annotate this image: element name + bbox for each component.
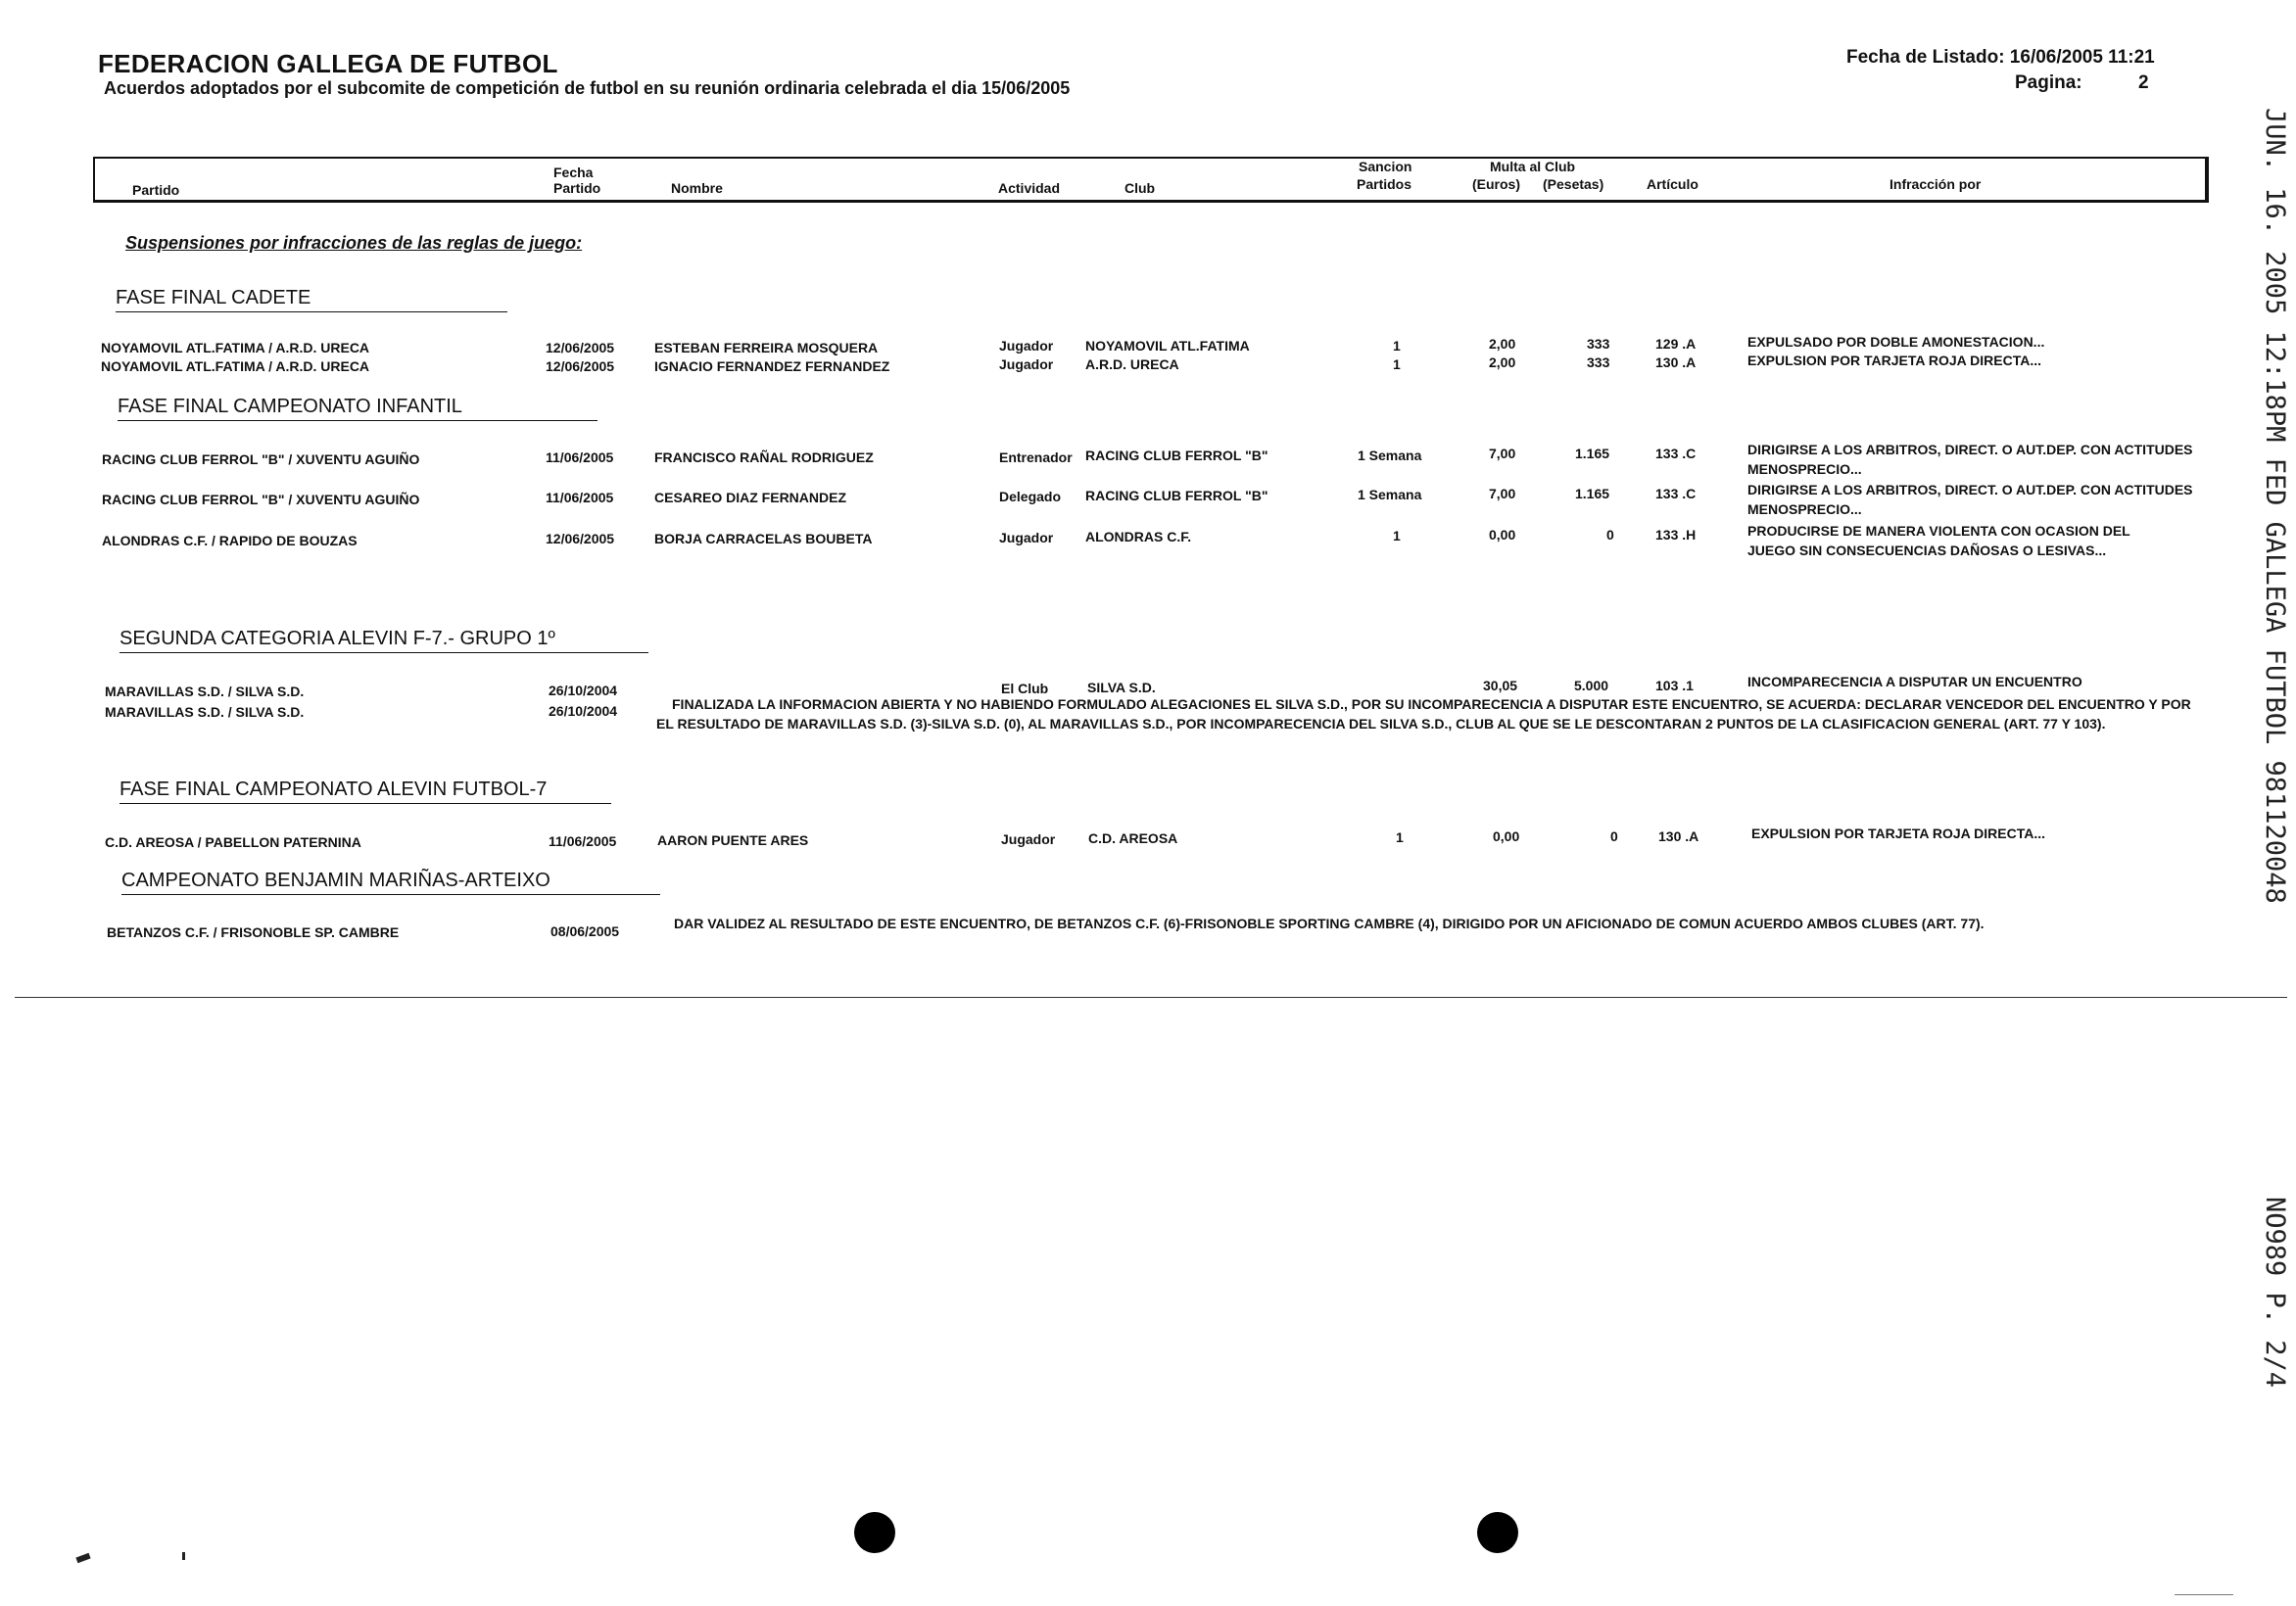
cell-club: ALONDRAS C.F. bbox=[1085, 529, 1192, 544]
cell-nombre: BORJA CARRACELAS BOUBETA bbox=[654, 531, 873, 546]
cell-euros: 7,00 bbox=[1489, 446, 1516, 461]
cell-infraccion: DIRIGIRSE A LOS ARBITROS, DIRECT. O AUT.DEP. CON ACTITUDES MENOSPRECIO... bbox=[1747, 482, 2193, 517]
cell-pesetas: 1.165 bbox=[1575, 446, 1610, 461]
resolution-note: DAR VALIDEZ AL RESULTADO DE ESTE ENCUENTRO, DE BETANZOS C.F. (6)-FRISONOBLE SPORTING CAMBRE (4), DIRIGIDO POR UN AFICIONADO DE COMUN ACUERDO AMBOS CLUBES (ART. 77). bbox=[674, 916, 1985, 931]
cell-nombre: CESAREO DIAZ FERNANDEZ bbox=[654, 490, 847, 505]
col-articulo: Artículo bbox=[1647, 176, 1698, 192]
list-date: Fecha de Listado: 16/06/2005 11:21 bbox=[1846, 47, 2155, 68]
cell-sancion: 1 bbox=[1396, 829, 1404, 845]
cell-partido: NOYAMOVIL ATL.FATIMA / A.R.D. URECA bbox=[101, 340, 370, 355]
group-title: CAMPEONATO BENJAMIN MARIÑAS-ARTEIXO bbox=[121, 870, 660, 895]
page-label: Pagina: bbox=[2015, 72, 2082, 93]
group-title: FASE FINAL CADETE bbox=[116, 287, 507, 312]
cell-pesetas: 333 bbox=[1587, 336, 1610, 352]
cell-sancion: 1 bbox=[1393, 528, 1401, 543]
cell-euros: 30,05 bbox=[1483, 678, 1518, 693]
cell-club: SILVA S.D. bbox=[1087, 680, 1156, 695]
col-actividad: Actividad bbox=[998, 180, 1061, 196]
cell-articulo: 129 .A bbox=[1655, 336, 1697, 352]
col-infraccion: Infracción por bbox=[1889, 176, 1982, 192]
cell-partido: NOYAMOVIL ATL.FATIMA / A.R.D. URECA bbox=[101, 358, 370, 374]
cell-fecha: 11/06/2005 bbox=[546, 490, 614, 505]
cell-infraccion: EXPULSADO POR DOBLE AMONESTACION... bbox=[1747, 334, 2045, 350]
cell-club: C.D. AREOSA bbox=[1088, 830, 1178, 846]
cell-actividad: Jugador bbox=[1001, 831, 1056, 847]
cell-actividad: Delegado bbox=[999, 489, 1062, 504]
cell-fecha: 08/06/2005 bbox=[550, 923, 620, 939]
col-sancion-1: Sancion bbox=[1359, 159, 1412, 174]
cell-partido: BETANZOS C.F. / FRISONOBLE SP. CAMBRE bbox=[107, 924, 400, 940]
cell-articulo: 130 .A bbox=[1658, 828, 1699, 844]
col-fecha-1: Fecha bbox=[553, 165, 594, 180]
cell-actividad: Jugador bbox=[999, 530, 1054, 545]
cell-actividad: El Club bbox=[1001, 681, 1049, 696]
cell-club: A.R.D. URECA bbox=[1085, 356, 1179, 372]
document-title: FEDERACION GALLEGA DE FUTBOL bbox=[98, 49, 558, 78]
cell-sancion: 1 bbox=[1393, 338, 1401, 354]
col-sancion-2: Partidos bbox=[1357, 176, 1412, 192]
cell-sancion: 1 Semana bbox=[1358, 487, 1422, 502]
fax-header-line: JUN. 16. 2005 12:18PM FED GALLEGA FUTBOL 981120048 bbox=[2260, 108, 2290, 904]
cell-fecha: 12/06/2005 bbox=[546, 531, 615, 546]
cell-euros: 2,00 bbox=[1489, 336, 1516, 352]
cell-nombre: ESTEBAN FERREIRA MOSQUERA bbox=[654, 340, 879, 355]
cell-fecha: 26/10/2004 bbox=[549, 703, 618, 719]
scan-speck bbox=[182, 1552, 185, 1560]
cell-partido: MARAVILLAS S.D. / SILVA S.D. bbox=[105, 704, 305, 720]
section-title: Suspensiones por infracciones de las reglas de juego: bbox=[125, 233, 583, 253]
cell-articulo: 133 .C bbox=[1655, 446, 1697, 461]
cell-partido: C.D. AREOSA / PABELLON PATERNINA bbox=[105, 834, 361, 850]
cell-pesetas: 0 bbox=[1606, 527, 1614, 543]
punch-hole bbox=[1477, 1512, 1518, 1553]
cell-fecha: 12/06/2005 bbox=[546, 340, 615, 355]
group-title: SEGUNDA CATEGORIA ALEVIN F-7.- GRUPO 1º bbox=[120, 628, 648, 653]
cell-fecha: 11/06/2005 bbox=[549, 833, 617, 849]
cell-pesetas: 0 bbox=[1610, 828, 1618, 844]
punch-hole bbox=[854, 1512, 895, 1553]
cell-club: RACING CLUB FERROL "B" bbox=[1085, 448, 1268, 463]
cell-infraccion: INCOMPARECENCIA A DISPUTAR UN ENCUENTRO bbox=[1747, 674, 2082, 689]
cell-pesetas: 333 bbox=[1587, 354, 1610, 370]
cell-articulo: 103 .1 bbox=[1655, 678, 1694, 693]
cell-partido: MARAVILLAS S.D. / SILVA S.D. bbox=[105, 684, 305, 699]
cell-partido: ALONDRAS C.F. / RAPIDO DE BOUZAS bbox=[102, 533, 358, 548]
col-nombre: Nombre bbox=[671, 180, 723, 196]
divider-line bbox=[15, 997, 2287, 998]
cell-fecha: 12/06/2005 bbox=[546, 358, 615, 374]
col-partido: Partido bbox=[132, 182, 180, 198]
cell-partido: RACING CLUB FERROL "B" / XUVENTU AGUIÑO bbox=[102, 451, 420, 467]
cell-fecha: 26/10/2004 bbox=[549, 683, 618, 698]
col-club: Club bbox=[1124, 180, 1156, 196]
cell-nombre: AARON PUENTE ARES bbox=[657, 832, 809, 848]
cell-actividad: Entrenador bbox=[999, 449, 1073, 465]
cell-euros: 7,00 bbox=[1489, 486, 1516, 501]
cell-fecha: 11/06/2005 bbox=[546, 449, 614, 465]
scan-speck bbox=[75, 1553, 90, 1563]
cell-articulo: 133 .C bbox=[1655, 486, 1697, 501]
cell-pesetas: 5.000 bbox=[1574, 678, 1609, 693]
cell-infraccion: DIRIGIRSE A LOS ARBITROS, DIRECT. O AUT.DEP. CON ACTITUDES MENOSPRECIO... bbox=[1747, 442, 2193, 477]
cell-nombre: FRANCISCO RAÑAL RODRIGUEZ bbox=[654, 449, 874, 465]
group-title: FASE FINAL CAMPEONATO INFANTIL bbox=[118, 396, 598, 421]
cell-partido: RACING CLUB FERROL "B" / XUVENTU AGUIÑO bbox=[102, 492, 420, 507]
scan-speck bbox=[2175, 1594, 2233, 1595]
group-title: FASE FINAL CAMPEONATO ALEVIN FUTBOL-7 bbox=[120, 779, 611, 804]
cell-euros: 2,00 bbox=[1489, 354, 1516, 370]
col-fecha-2: Partido bbox=[553, 180, 601, 196]
cell-infraccion: PRODUCIRSE DE MANERA VIOLENTA CON OCASION DEL JUEGO SIN CONSECUENCIAS DAÑOSAS O LESIVAS... bbox=[1747, 523, 2130, 558]
cell-actividad: Jugador bbox=[999, 356, 1054, 372]
document-subtitle: Acuerdos adoptados por el subcomite de competición de futbol en su reunión ordinaria celebrada el dia 15/06/2005 bbox=[104, 78, 1071, 98]
cell-club: RACING CLUB FERROL "B" bbox=[1085, 488, 1268, 503]
cell-infraccion: EXPULSION POR TARJETA ROJA DIRECTA... bbox=[1747, 353, 2041, 368]
cell-euros: 0,00 bbox=[1489, 527, 1516, 543]
col-multa: Multa al Club bbox=[1490, 159, 1576, 174]
col-euros: (Euros) bbox=[1472, 176, 1520, 192]
cell-articulo: 133 .H bbox=[1655, 527, 1697, 543]
cell-club: NOYAMOVIL ATL.FATIMA bbox=[1085, 338, 1250, 354]
resolution-note: FINALIZADA LA INFORMACION ABIERTA Y NO HABIENDO FORMULADO ALEGACIONES EL SILVA S.D., POR SU INCOMPARECENCIA A DISPUTAR ESTE ENCUENTRO, SE ACUERDA: DECLARAR VENCEDOR DEL ENCUENTRO Y POR EL RESULTADO DE MARAVILLAS S.D. (3)-SILVA S.D. (0), AL MARAVILLAS S.D., POR INCOMPARECENCIA DEL SILVA S.D., CLUB AL QUE SE LE DESCONTARAN 2 PUNTOS DE LA CLASIFICACION GENERAL (ART. 77 Y 103). bbox=[656, 696, 2191, 732]
cell-sancion: 1 Semana bbox=[1358, 448, 1422, 463]
cell-infraccion: EXPULSION POR TARJETA ROJA DIRECTA... bbox=[1751, 826, 2045, 841]
cell-euros: 0,00 bbox=[1493, 828, 1520, 844]
cell-actividad: Jugador bbox=[999, 338, 1054, 354]
cell-articulo: 130 .A bbox=[1655, 354, 1697, 370]
col-pesetas: (Pesetas) bbox=[1543, 176, 1604, 192]
page-number: 2 bbox=[2138, 72, 2149, 93]
cell-pesetas: 1.165 bbox=[1575, 486, 1610, 501]
fax-page-line: NO989 P. 2/4 bbox=[2260, 1197, 2290, 1389]
cell-nombre: IGNACIO FERNANDEZ FERNANDEZ bbox=[654, 358, 890, 374]
cell-sancion: 1 bbox=[1393, 356, 1401, 372]
column-header-box bbox=[93, 157, 2209, 203]
